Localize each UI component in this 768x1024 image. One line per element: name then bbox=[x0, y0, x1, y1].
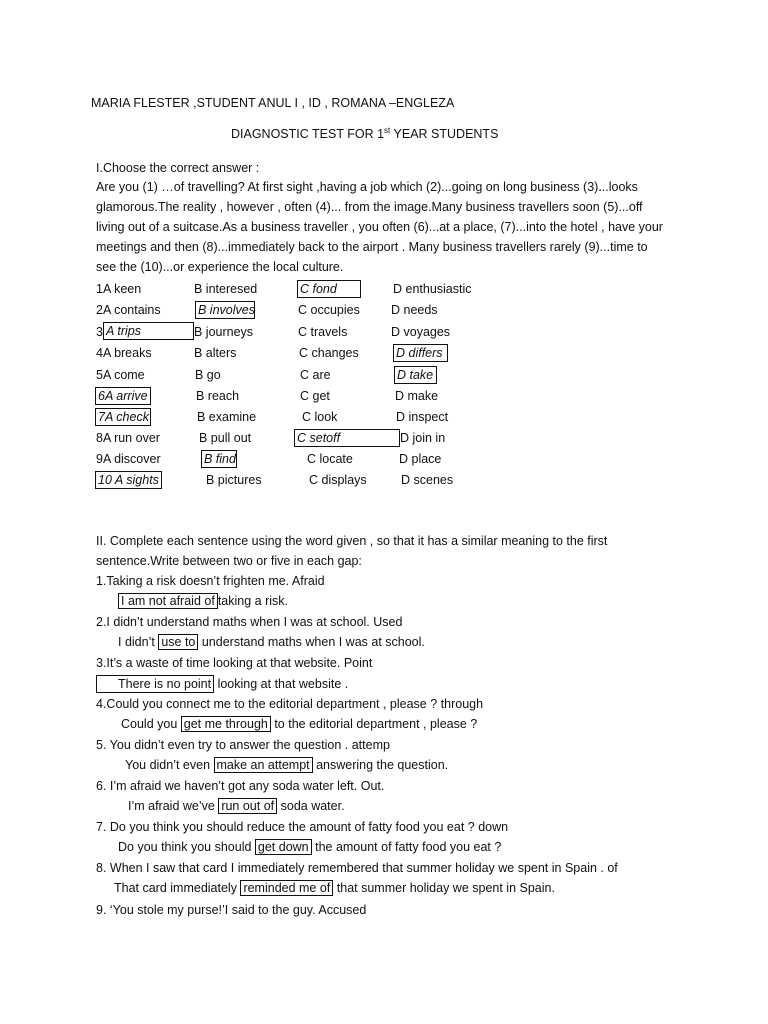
selected-option-a: A trips bbox=[103, 322, 194, 340]
option-c: C are bbox=[300, 368, 331, 382]
option-a: 2A contains bbox=[96, 303, 161, 317]
passage-line: living out of a suitcase.As a business traveller , you often (6)...at a place, (7)...into the hotel , have your bbox=[96, 220, 663, 234]
answer-rest: to the editorial department , please ? bbox=[270, 717, 478, 731]
option-a: 4A breaks bbox=[96, 346, 152, 360]
answer-line bbox=[125, 757, 448, 773]
answer-box: I am not afraid of bbox=[118, 593, 218, 609]
answer-rest: answering the question. bbox=[312, 758, 449, 772]
header-line: MARIA FLESTER ,STUDENT ANUL I , ID , ROMANA –ENGLEZA bbox=[91, 96, 455, 110]
question-text: 3.It’s a waste of time looking at that website. Point bbox=[96, 656, 373, 670]
option-c: C travels bbox=[298, 325, 348, 339]
answer-line bbox=[96, 675, 348, 693]
answer-box: get down bbox=[255, 839, 312, 855]
selected-option-d: D differs bbox=[393, 344, 448, 362]
option-d: D place bbox=[399, 452, 442, 466]
selected-option-b: B involves bbox=[195, 301, 255, 319]
passage-line: see the (10)...or experience the local culture. bbox=[96, 260, 344, 274]
question-text: 5. You didn’t even try to answer the question . attemp bbox=[96, 738, 390, 752]
answer-line bbox=[114, 880, 555, 896]
answer-line bbox=[121, 716, 477, 732]
question-text: 9. ‘You stole my purse!’I said to the guy. Accused bbox=[96, 903, 367, 917]
title-rest: YEAR STUDENTS bbox=[390, 127, 499, 141]
answer-rest: taking a risk. bbox=[217, 594, 288, 608]
answer-rest: understand maths when I was at school. bbox=[198, 635, 425, 649]
answer-rest: looking at that website . bbox=[214, 677, 349, 691]
option-b: B examine bbox=[197, 410, 257, 424]
option-c: C occupies bbox=[298, 303, 360, 317]
option-a: 8A run over bbox=[96, 431, 160, 445]
option-b: B alters bbox=[194, 346, 237, 360]
option-b: B pictures bbox=[206, 473, 262, 487]
answer-prefix: You didn’t even bbox=[125, 758, 214, 772]
answer-prefix: Do you think you should bbox=[118, 840, 255, 854]
answer-line bbox=[128, 798, 345, 814]
passage-line: glamorous.The reality , however , often (4)... from the image.Many business travellers soon (5)...off bbox=[96, 200, 643, 214]
section1-heading: I.Choose the correct answer : bbox=[96, 161, 260, 175]
answer-line bbox=[118, 839, 501, 855]
option-c: C changes bbox=[299, 346, 359, 360]
passage-line: Are you (1) …of travelling? At first sight ,having a job which (2)...going on long business (3)...looks bbox=[96, 180, 638, 194]
answer-rest: the amount of fatty food you eat ? bbox=[311, 840, 502, 854]
selected-option-a: 10 A sights bbox=[95, 471, 162, 489]
option-d: D scenes bbox=[401, 473, 454, 487]
question-text: 7. Do you think you should reduce the amount of fatty food you eat ? down bbox=[96, 820, 509, 834]
option-a: 1A keen bbox=[96, 282, 142, 296]
option-b: B pull out bbox=[199, 431, 252, 445]
row-number: 3 bbox=[96, 325, 103, 339]
answer-box: get me through bbox=[181, 716, 271, 732]
option-c: C look bbox=[302, 410, 338, 424]
passage-line: meetings and then (8)...immediately back to the airport . Many business travellers rarely (9)...time to bbox=[96, 240, 648, 254]
option-d: D join in bbox=[400, 431, 446, 445]
option-b: B journeys bbox=[194, 325, 254, 339]
option-b: B reach bbox=[196, 389, 240, 403]
answer-prefix: I didn’t bbox=[118, 635, 159, 649]
option-d: D make bbox=[395, 389, 439, 403]
answer-box: There is no point bbox=[96, 675, 214, 693]
page-title bbox=[231, 126, 498, 142]
option-b: B go bbox=[195, 368, 221, 382]
option-c: C locate bbox=[307, 452, 353, 466]
selected-option-a: 7A check bbox=[95, 408, 151, 426]
answer-rest: soda water. bbox=[277, 799, 345, 813]
option-b: B interesed bbox=[194, 282, 258, 296]
option-a: 9A discover bbox=[96, 452, 161, 466]
option-c: C displays bbox=[309, 473, 367, 487]
option-d: D enthusiastic bbox=[393, 282, 472, 296]
question-text: 4.Could you connect me to the editorial department , please ? through bbox=[96, 697, 484, 711]
question-text: 2.I didn’t understand maths when I was at school. Used bbox=[96, 615, 403, 629]
option-d: D inspect bbox=[396, 410, 449, 424]
selected-option-a: 6A arrive bbox=[95, 387, 151, 405]
section2-heading-cont: sentence.Write between two or five in each gap: bbox=[96, 554, 362, 568]
answer-box: reminded me of bbox=[240, 880, 333, 896]
answer-line bbox=[118, 634, 425, 650]
option-c: C get bbox=[300, 389, 330, 403]
answer-box: use to bbox=[158, 634, 198, 650]
answer-prefix: Could you bbox=[121, 717, 181, 731]
answer-box: make an attempt bbox=[214, 757, 313, 773]
selected-option-b: B find bbox=[201, 450, 237, 468]
answer-rest: that summer holiday we spent in Spain. bbox=[333, 881, 555, 895]
answer-line bbox=[118, 593, 288, 609]
option-d: D voyages bbox=[391, 325, 451, 339]
selected-option-c: C fond bbox=[297, 280, 361, 298]
answer-prefix: I’m afraid we’ve bbox=[128, 799, 219, 813]
question-text: 1.Taking a risk doesn’t frighten me. Afraid bbox=[96, 574, 325, 588]
selected-option-c: C setoff bbox=[294, 429, 400, 447]
option-a: 5A come bbox=[96, 368, 145, 382]
question-text: 6. I’m afraid we haven’t got any soda water left. Out. bbox=[96, 779, 385, 793]
title-superscript: st bbox=[384, 125, 391, 135]
section2-heading: II. Complete each sentence using the word given , so that it has a similar meaning to the first bbox=[96, 534, 608, 548]
answer-prefix: That card immediately bbox=[114, 881, 241, 895]
title-main: DIAGNOSTIC TEST FOR 1 bbox=[231, 127, 385, 141]
option-d: D needs bbox=[391, 303, 438, 317]
question-text: 8. When I saw that card I immediately remembered that summer holiday we spent in Spain . of bbox=[96, 861, 618, 875]
answer-box: run out of bbox=[218, 798, 277, 814]
selected-option-d: D take bbox=[394, 366, 437, 384]
